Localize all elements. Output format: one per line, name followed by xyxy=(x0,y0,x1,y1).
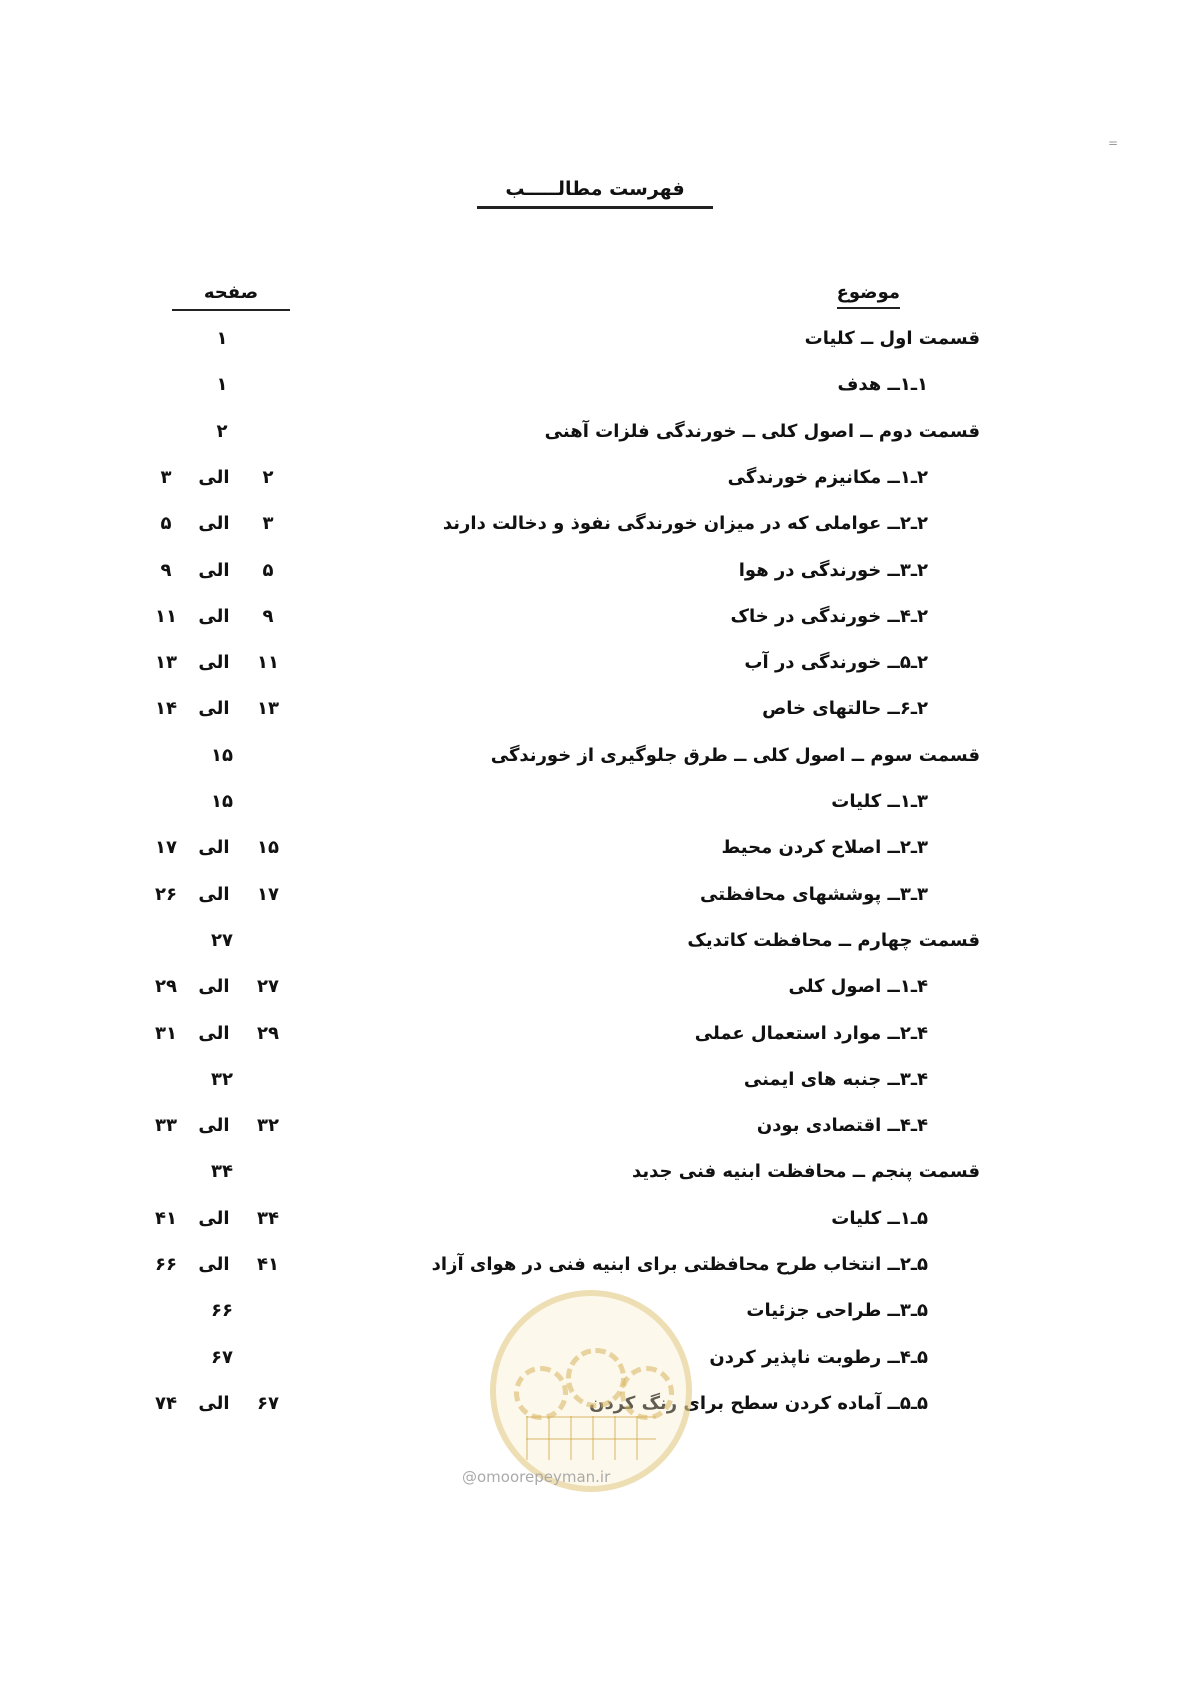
toc-page-start: ۱۵ xyxy=(257,837,279,859)
toc-subsection-title: ۲ـ۳ــ خورندگی در هوا xyxy=(738,559,928,581)
toc-row xyxy=(0,739,1190,779)
toc-page-end: ۱۴ xyxy=(155,698,177,720)
toc-page-range-word: الی xyxy=(198,1392,230,1414)
toc-subsection-title: ۲ـ۲ــ عواملی که در میزان خورندگی نفوذ و دخالت دارند xyxy=(442,513,928,535)
toc-subsection-title: ۳ـ۳ــ پوششهای محافظتی xyxy=(700,883,928,905)
toc-page-range-word: الی xyxy=(198,559,230,581)
toc-page-number: ۲ xyxy=(216,420,228,442)
toc-page-range-word: الی xyxy=(198,976,230,998)
toc-subsection-title: ۵ـ۴ــ رطوبت ناپذیر کردن xyxy=(709,1346,928,1368)
toc-section-title: قسمت چهارم ــ محافظت کاتدیک xyxy=(687,929,980,951)
toc-page-start: ۴۱ xyxy=(257,1254,279,1275)
toc-subsection-title: ۴ـ۱ــ اصول کلی xyxy=(788,976,928,998)
toc-subsection-title: ۴ـ۴ــ اقتصادی بودن xyxy=(756,1115,928,1137)
toc-row xyxy=(0,692,1190,732)
toc-row xyxy=(0,507,1190,547)
toc-page-range-word: الی xyxy=(198,837,230,859)
toc-page-start: ۳ xyxy=(262,513,274,535)
toc-subsection-title: ۵ـ۲ــ انتخاب طرح محافظتی برای ابنیه فنی در هوای آزاد xyxy=(431,1254,928,1275)
toc-subsection-title: ۳ـ۱ــ کلیات xyxy=(831,791,928,812)
toc-page-range-word: الی xyxy=(198,698,230,720)
page-title xyxy=(0,178,1190,209)
toc-page-start: ۲۹ xyxy=(257,1022,279,1044)
toc-page-end: ۳۳ xyxy=(155,1115,177,1137)
toc-page-number: ۱ xyxy=(216,374,228,396)
toc-page-range-word: الی xyxy=(198,605,230,627)
toc-subsection-title: ۳ـ۲ــ اصلاح کردن محیط xyxy=(721,837,928,859)
toc-row xyxy=(0,970,1190,1010)
toc-row xyxy=(0,785,1190,825)
toc-subsection-title: ۵ـ۳ــ طراحی جزئیات xyxy=(746,1300,928,1322)
toc-row xyxy=(0,368,1190,408)
toc-page-number: ۱ xyxy=(216,328,228,349)
toc-page-start: ۳۴ xyxy=(257,1207,279,1229)
toc-page-end: ۵ xyxy=(160,513,172,535)
toc-row xyxy=(0,461,1190,501)
toc-section-title: قسمت سوم ــ اصول کلی ــ طرق جلوگیری از خورندگی xyxy=(490,744,980,766)
toc-subsection-title: ۲ـ۱ــ مکانیزم خورندگی xyxy=(727,466,928,488)
toc-page-range-word: الی xyxy=(198,1207,230,1229)
toc-subsection-title: ۲ـ۴ــ خورندگی در خاک xyxy=(730,605,928,627)
toc-row xyxy=(0,924,1190,964)
toc-page-range-word: الی xyxy=(198,1115,230,1137)
toc-page-end: ۱۷ xyxy=(155,837,177,859)
toc-subsection-title: ۵ـ۵ــ آماده کردن سطح برای رنگ کردن xyxy=(589,1392,928,1414)
toc-section-title: قسمت اول ــ کلیات xyxy=(804,328,980,349)
toc-subsection-title: ۲ـ۵ــ خورندگی در آب xyxy=(744,652,928,674)
toc-page-start: ۶۷ xyxy=(257,1392,279,1414)
page-column-header: صفحه xyxy=(172,282,290,311)
toc-page-end: ۴۱ xyxy=(155,1207,177,1229)
toc-page-start: ۱۱ xyxy=(257,652,279,674)
toc-subsection-title: ۵ـ۱ــ کلیات xyxy=(831,1207,928,1229)
toc-row xyxy=(0,646,1190,686)
toc-page-start: ۲ xyxy=(262,466,274,488)
toc-subsection-title: ۴ـ۳ــ جنبه های ایمنی xyxy=(743,1068,928,1090)
toc-page-range-word: الی xyxy=(198,1022,230,1044)
toc-page-number: ۲۷ xyxy=(211,929,233,951)
toc-row xyxy=(0,1202,1190,1242)
toc-subsection-title: ۴ـ۲ــ موارد استعمال عملی xyxy=(694,1022,928,1044)
toc-page-range-word: الی xyxy=(198,1254,230,1275)
toc-page-range-word: الی xyxy=(198,513,230,535)
toc-row xyxy=(0,415,1190,455)
toc-row xyxy=(0,878,1190,918)
topic-column-header: موضوع xyxy=(837,282,900,309)
toc-page-end: ۲۹ xyxy=(155,976,177,998)
toc-row xyxy=(0,554,1190,594)
toc-page-start: ۹ xyxy=(262,605,274,627)
toc-section-title: قسمت پنجم ــ محافظت ابنیه فنی جدید xyxy=(632,1161,980,1183)
scan-mark: = xyxy=(1108,136,1119,150)
toc-page-number: ۶۶ xyxy=(211,1300,233,1322)
toc-page-end: ۷۴ xyxy=(155,1392,177,1414)
toc-subsection-title: ۲ـ۶ــ حالتهای خاص xyxy=(762,698,928,720)
toc-page-end: ۲۶ xyxy=(155,883,177,905)
toc-section-title: قسمت دوم ــ اصول کلی ــ خورندگی فلزات آهنی xyxy=(544,420,980,442)
toc-page-end: ۳ xyxy=(160,466,172,488)
watermark-seal-icon xyxy=(490,1290,692,1492)
toc-row xyxy=(0,1063,1190,1103)
toc-row xyxy=(0,1109,1190,1149)
toc-page-start: ۱۳ xyxy=(257,698,279,720)
page-title-text: فهرست مطالـــــب xyxy=(477,178,712,209)
toc-row xyxy=(0,322,1190,362)
watermark-text: @omoorepeyman.ir xyxy=(462,1468,611,1486)
toc-page-end: ۱۳ xyxy=(155,652,177,674)
toc-page-start: ۱۷ xyxy=(257,883,279,905)
toc-page-number: ۱۵ xyxy=(211,744,233,766)
toc-page-start: ۲۷ xyxy=(257,976,279,998)
toc-page-number: ۱۵ xyxy=(211,791,233,812)
toc-page-number: ۳۲ xyxy=(211,1068,233,1090)
toc-page-number: ۶۷ xyxy=(211,1346,233,1368)
toc-page-range-word: الی xyxy=(198,883,230,905)
toc-row xyxy=(0,600,1190,640)
toc-page-end: ۳۱ xyxy=(155,1022,177,1044)
toc-row xyxy=(0,1017,1190,1057)
toc-page-end: ۱۱ xyxy=(155,605,177,627)
toc-page-end: ۶۶ xyxy=(155,1254,177,1275)
toc-page-start: ۵ xyxy=(262,559,274,581)
toc-page-number: ۳۴ xyxy=(211,1161,233,1183)
toc-page-end: ۹ xyxy=(160,559,172,581)
toc-page-range-word: الی xyxy=(198,466,230,488)
toc-row xyxy=(0,831,1190,871)
toc-row xyxy=(0,1155,1190,1195)
toc-row xyxy=(0,1248,1190,1288)
toc-page-start: ۳۲ xyxy=(257,1115,279,1137)
toc-page-range-word: الی xyxy=(198,652,230,674)
toc-subsection-title: ۱ـ۱ــ هدف xyxy=(837,374,928,396)
